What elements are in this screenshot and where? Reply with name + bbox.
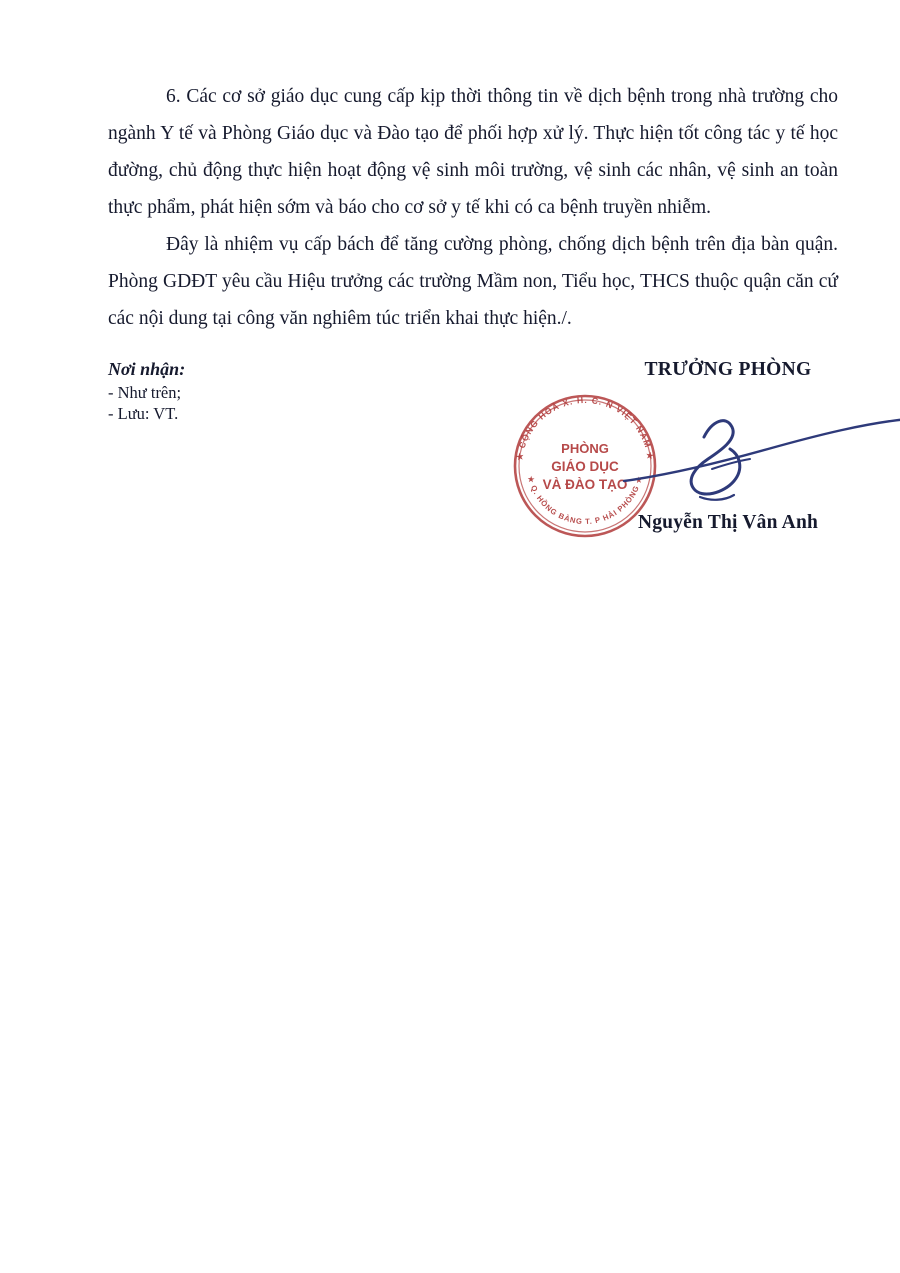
- paragraph-closing: Đây là nhiệm vụ cấp bách để tăng cường phòng, chống dịch bệnh trên địa bàn quận. Phòng GDĐT yêu cầu Hiệu trưởng các trường Mầm non, Tiểu học, THCS thuộc quận căn cứ các nội dung tại công văn nghiêm túc triển khai thực hiện./.: [108, 234, 838, 329]
- signer-block: [538, 359, 900, 534]
- signer-role: TRƯỞNG PHÒNG: [644, 359, 812, 380]
- signature-section: [108, 359, 838, 589]
- recipients-item: - Như trên;: [108, 383, 182, 402]
- signer-name: Nguyễn Thị Vân Anh: [637, 512, 819, 533]
- svg-text:★ Q. HỒNG BÀNG T. P HẢI PHÒNG: ★ Q. HỒNG BÀNG T. P HẢI PHÒNG ★: [525, 474, 645, 527]
- recipients-title: Nơi nhận:: [108, 359, 186, 379]
- recipients-block: [108, 359, 408, 424]
- paragraph-item-6: 6. Các cơ sở giáo dục cung cấp kịp thời thông tin về dịch bệnh trong nhà trường cho ngành Y tế và Phòng Giáo dục và Đào tạo để phối hợp xử lý. Thực hiện tốt công tác y tế học đường, chủ động thực hiện hoạt động vệ sinh môi trường, vệ sinh các nhân, vệ sinh an toàn thực phẩm, phát hiện sớm và báo cho cơ sở y tế khi có ca bệnh truyền nhiễm.: [108, 86, 838, 218]
- svg-text:PHÒNG: PHÒNG: [561, 441, 609, 456]
- svg-text:GIÁO DỤC: GIÁO DỤC: [551, 459, 619, 474]
- svg-text:★ CỘNG HOÀ X. H. C. N VIỆT NAM: ★ CỘNG HOÀ X. H. C. N VIỆT NAM ★: [514, 394, 656, 462]
- recipients-item: - Lưu: VT.: [108, 404, 179, 423]
- svg-text:VÀ ĐÀO TẠO: VÀ ĐÀO TẠO: [542, 477, 628, 492]
